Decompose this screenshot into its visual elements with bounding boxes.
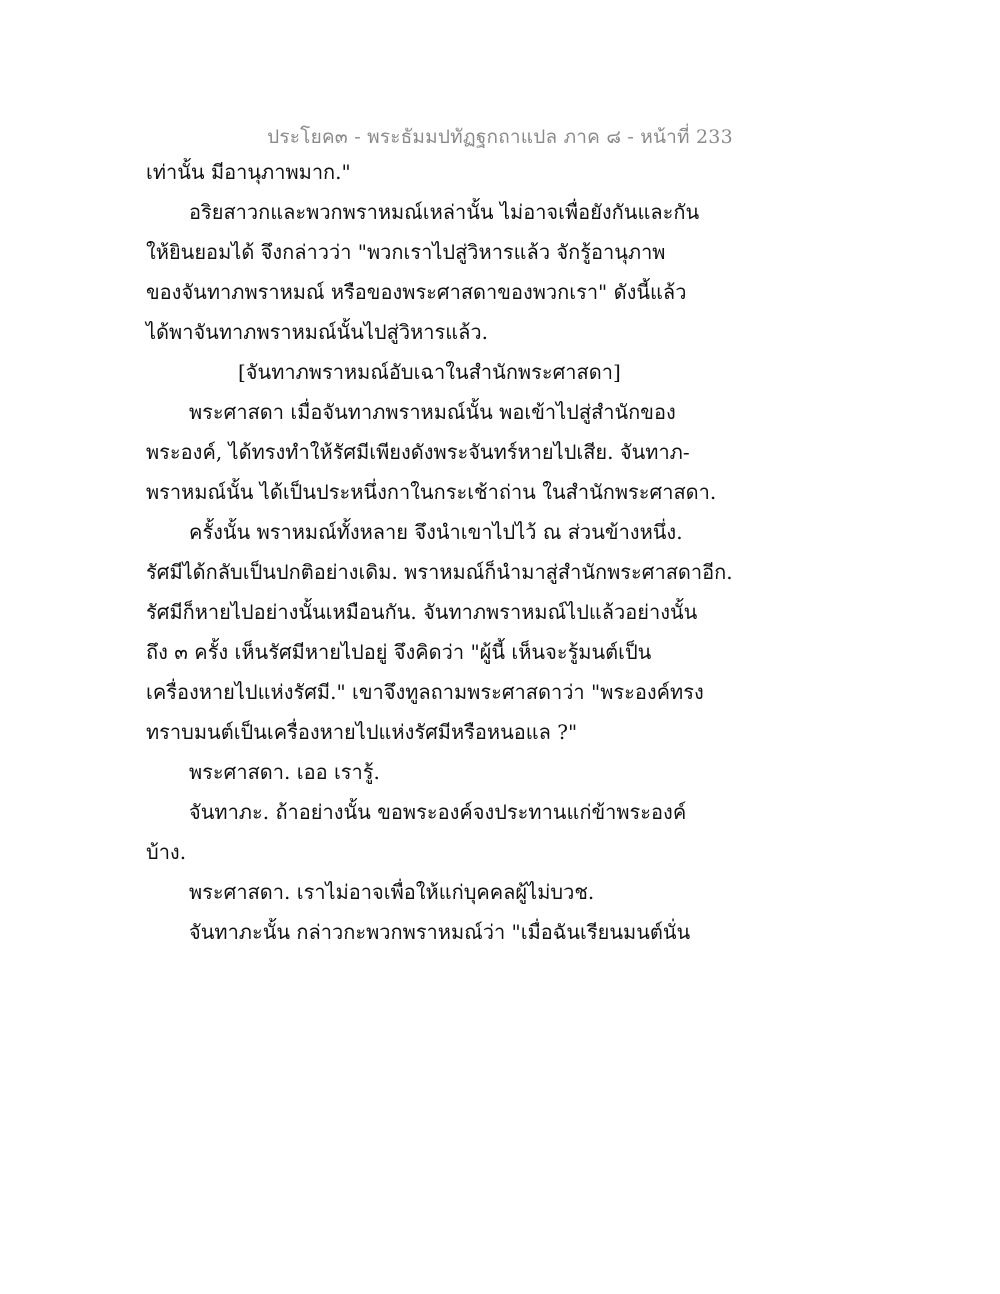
body-line: อริยสาวกและพวกพราหมณ์เหล่านั้น ไม่อาจเพื่อยังกันและกัน (189, 200, 700, 224)
body-line: ทราบมนต์เป็นเครื่องหายไปแห่งรัศมีหรือหนอแล ?" (146, 720, 578, 744)
running-header: ประโยค๓ - พระธัมมปทัฏฐกถาแปล ภาค ๘ - หน้าที่ 233 (267, 126, 733, 148)
body-line: จันทาภะ. ถ้าอย่างนั้น ขอพระองค์จงประทานแก่ข้าพระองค์ (189, 800, 687, 824)
body-line: พระศาสดา เมื่อจันทาภพราหมณ์นั้น พอเข้าไปสู่สำนักของ (189, 400, 676, 424)
body-line: ได้พาจันทาภพราหมณ์นั้นไปสู่วิหารแล้ว. (146, 320, 488, 344)
body-line: พระองค์, ได้ทรงทำให้รัศมีเพียงดังพระจันทร์หายไปเสีย. จันทาภ- (146, 440, 690, 464)
body-line: จันทาภะนั้น กล่าวกะพวกพราหมณ์ว่า "เมื่อฉันเรียนมนต์นั่น (189, 920, 691, 944)
body-line: พระศาสดา. เออ เรารู้. (189, 760, 380, 784)
body-line: ให้ยินยอมได้ จึงกล่าวว่า "พวกเราไปสู่วิหารแล้ว จักรู้อานุภาพ (146, 240, 666, 264)
body-line: พราหมณ์นั้น ได้เป็นประหนึ่งกาในกระเช้าถ่าน ในสำนักพระศาสดา. (146, 480, 717, 504)
body-line: บ้าง. (146, 840, 187, 864)
body-line: ของจันทาภพราหมณ์ หรือของพระศาสดาของพวกเรา" ดังนี้แล้ว (146, 280, 687, 304)
body-line: ครั้งนั้น พราหมณ์ทั้งหลาย จึงนำเขาไปไว้ ณ ส่วนข้างหนึ่ง. (189, 520, 683, 544)
body-line: รัศมีได้กลับเป็นปกติอย่างเดิม. พราหมณ์ก็นำมาสู่สำนักพระศาสดาอีก. (146, 560, 733, 584)
body-line: เครื่องหายไปแห่งรัศมี." เขาจึงทูลถามพระศาสดาว่า "พระองค์ทรง (146, 680, 704, 704)
section-heading: [จันทาภพราหมณ์อับเฉาในสำนักพระศาสดา] (238, 360, 621, 384)
body-line: เท่านั้น มีอานุภาพมาก." (146, 160, 351, 184)
body-line: รัศมีก็หายไปอย่างนั้นเหมือนกัน. จันทาภพราหมณ์ไปแล้วอย่างนั้น (146, 600, 698, 624)
body-line: ถึง ๓ ครั้ง เห็นรัศมีหายไปอยู่ จึงคิดว่า "ผู้นี้ เห็นจะรู้มนต์เป็น (146, 640, 652, 664)
body-line: พระศาสดา. เราไม่อาจเพื่อให้แก่บุคคลผู้ไม่บวช. (189, 880, 595, 904)
body-text (146, 152, 733, 952)
